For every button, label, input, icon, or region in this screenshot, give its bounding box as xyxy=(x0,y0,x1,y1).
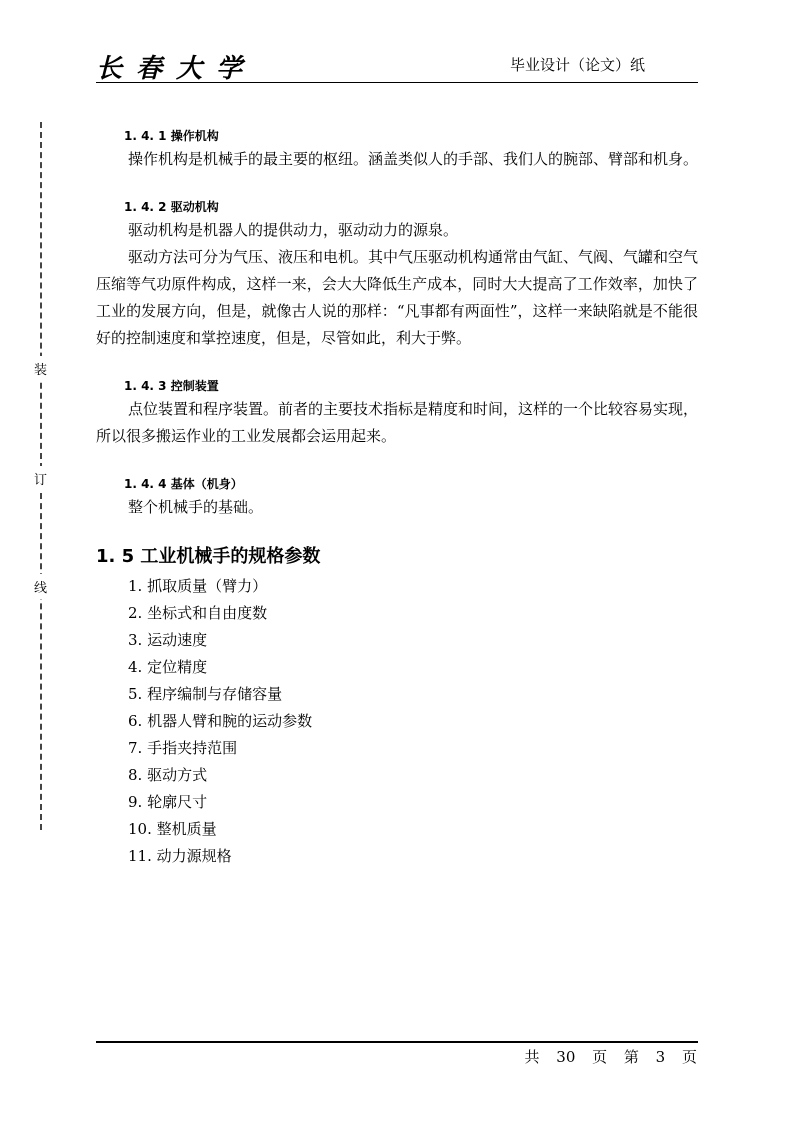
paragraph: 操作机构是机械手的最主要的枢纽。涵盖类似人的手部、我们人的腕部、臂部和机身。 xyxy=(128,150,699,168)
list-item: 9. 轮廓尺寸 xyxy=(128,793,208,811)
paragraph: 驱动方法可分为气压、液压和电机。其中气压驱动机构通常由气缸、气阀、气罐和空气压缩等气功原件构成，这样一来，会大大降低生产成本，同时大大提高了工作效率，加快了工业的发展方向，但是，就像古人说的那样：“凡事都有两面性”，这样一来缺陷就是不能很好的控制速度和掌控速度，但是，尽管如此，利大于弊。 xyxy=(96,248,699,347)
list-item: 11. 动力源规格 xyxy=(128,847,232,865)
list-item: 8. 驱动方式 xyxy=(128,766,208,784)
section-heading-1-4-2: 1. 4. 2 驱动机构 xyxy=(124,200,219,214)
section-heading-1-5: 1. 5 工业机械手的规格参数 xyxy=(96,546,321,567)
header-divider xyxy=(96,82,698,83)
footer-divider xyxy=(96,1041,698,1043)
paragraph: 驱动机构是机器人的提供动力，驱动动力的源泉。 xyxy=(128,221,459,239)
binding-char-ding: 订 xyxy=(34,466,47,491)
list-item: 5. 程序编制与存储容量 xyxy=(128,685,283,703)
section-heading-1-4-4: 1. 4. 4 基体（机身） xyxy=(124,477,243,491)
binding-char-xian: 线 xyxy=(34,574,47,599)
paragraph: 整个机械手的基础。 xyxy=(128,498,264,516)
list-item: 6. 机器人臂和腕的运动参数 xyxy=(128,712,313,730)
list-item: 1. 抓取质量（臂力） xyxy=(128,577,268,595)
page-number: 共 30 页 第 3 页 xyxy=(524,1048,697,1066)
section-heading-1-4-1: 1. 4. 1 操作机构 xyxy=(124,129,219,143)
list-item: 4. 定位精度 xyxy=(128,658,208,676)
list-item: 7. 手指夹持范围 xyxy=(128,739,238,757)
page-content xyxy=(96,126,698,870)
university-name: 长春大学 xyxy=(96,54,257,84)
list-item: 3. 运动速度 xyxy=(128,631,208,649)
header-title: 毕业设计（论文）纸 xyxy=(509,56,645,74)
paragraph: 点位装置和程序装置。前者的主要技术指标是精度和时间，这样的一个比较容易实现，所以很多搬运作业的工业发展都会运用起来。 xyxy=(96,400,699,445)
section-heading-1-4-3: 1. 4. 3 控制装置 xyxy=(124,379,219,393)
list-item: 2. 坐标式和自由度数 xyxy=(128,604,268,622)
binding-char-zhuang: 装 xyxy=(34,356,47,381)
list-item: 10. 整机质量 xyxy=(128,820,217,838)
